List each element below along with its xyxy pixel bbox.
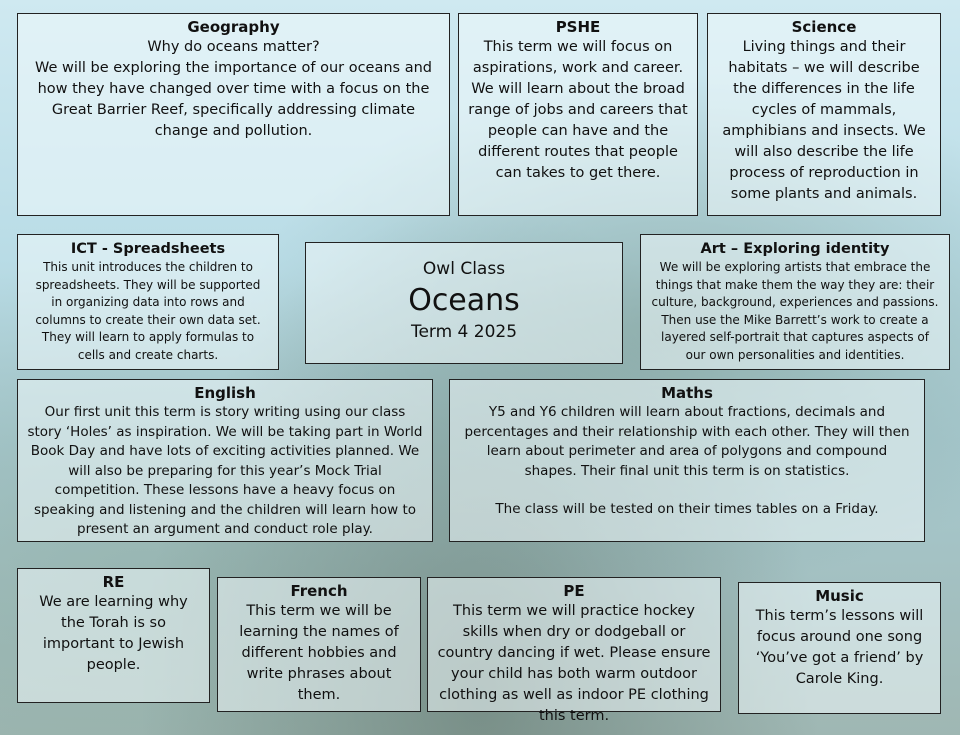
- art-text: We will be exploring artists that embrace the things that make them the way they are: their culture, background, experiences and passions. Then use the Mike Barrett’s work to create a layered self-portrait that captures aspects of our own personalities and identities.: [651, 260, 939, 362]
- pshe-box: [458, 13, 698, 216]
- re-box: [17, 568, 210, 703]
- class-name: Owl Class: [422, 259, 506, 279]
- topic-title: Oceans: [408, 283, 520, 318]
- english-text: Our first unit this term is story writing using our class story ‘Holes’ as inspiration. We will be taking part in World Book Day and have lots of exciting activities planned. We will also be preparing for this year’s Mock Trial competition. These lessons have a heavy focus on speaking and listening and the children will learn how to present an argument and conduct role play.: [27, 404, 423, 537]
- pe-heading: PE: [563, 582, 585, 600]
- music-box: [738, 582, 941, 714]
- geography-text: Why do oceans matter? We will be exploring the importance of our oceans and how they have changed over time with a focus on the Great Barrier Reef, specifically addressing climate change and pollution.: [34, 39, 432, 139]
- english-heading: English: [194, 384, 256, 402]
- pshe-text: This term we will focus on aspirations, work and career. We will learn about the broad range of jobs and careers that people can have and the different routes that people can takes to get there.: [468, 39, 688, 181]
- geography-box: [17, 13, 450, 216]
- french-text: This term we will be learning the names of different hobbies and write phrases about them.: [239, 603, 399, 703]
- maths-text: Y5 and Y6 children will learn about fractions, decimals and percentages and their relationship with each other. They will then learn about perimeter and area of polygons and compound shapes. Their final unit this term is on statistics.: [464, 404, 910, 479]
- ict-text: This unit introduces the children to spreadsheets. They will be supported in organizing data into rows and columns to create their own data set. They will learn to apply formulas to cells and create charts.: [35, 260, 261, 362]
- music-text: This term’s lessons will focus around one song ‘You’ve got a friend’ by Carole King.: [755, 608, 924, 687]
- title-box: [305, 242, 623, 364]
- art-heading: Art – Exploring identity: [700, 241, 890, 257]
- maths-heading: Maths: [661, 384, 713, 402]
- term-label: Term 4 2025: [410, 322, 518, 342]
- science-text: Living things and their habitats – we will describe the differences in the life cycles of mammals, amphibians and insects. We will also describe the life process of reproduction in some plants and animals.: [722, 39, 926, 202]
- pe-box: [427, 577, 721, 724]
- maths-text-2: The class will be tested on their times tables on a Friday.: [495, 501, 879, 517]
- maths-box: [449, 379, 925, 542]
- english-box: [17, 379, 433, 542]
- ict-box: [17, 234, 279, 370]
- french-heading: French: [290, 582, 348, 600]
- geography-heading: Geography: [187, 18, 280, 36]
- pe-text: This term we will practice hockey skills when dry or dodgeball or country dancing if wet. Please ensure your child has both warm outdoor clothing as well as indoor PE clothing this term.: [437, 603, 711, 724]
- science-box: [707, 13, 941, 216]
- science-heading: Science: [791, 18, 857, 36]
- art-box: [640, 234, 950, 370]
- ict-heading: ICT - Spreadsheets: [70, 241, 226, 257]
- pshe-heading: PSHE: [555, 18, 601, 36]
- french-box: [217, 577, 421, 712]
- re-text: We are learning why the Torah is so important to Jewish people.: [39, 594, 188, 673]
- music-heading: Music: [815, 587, 864, 605]
- re-heading: RE: [102, 573, 125, 591]
